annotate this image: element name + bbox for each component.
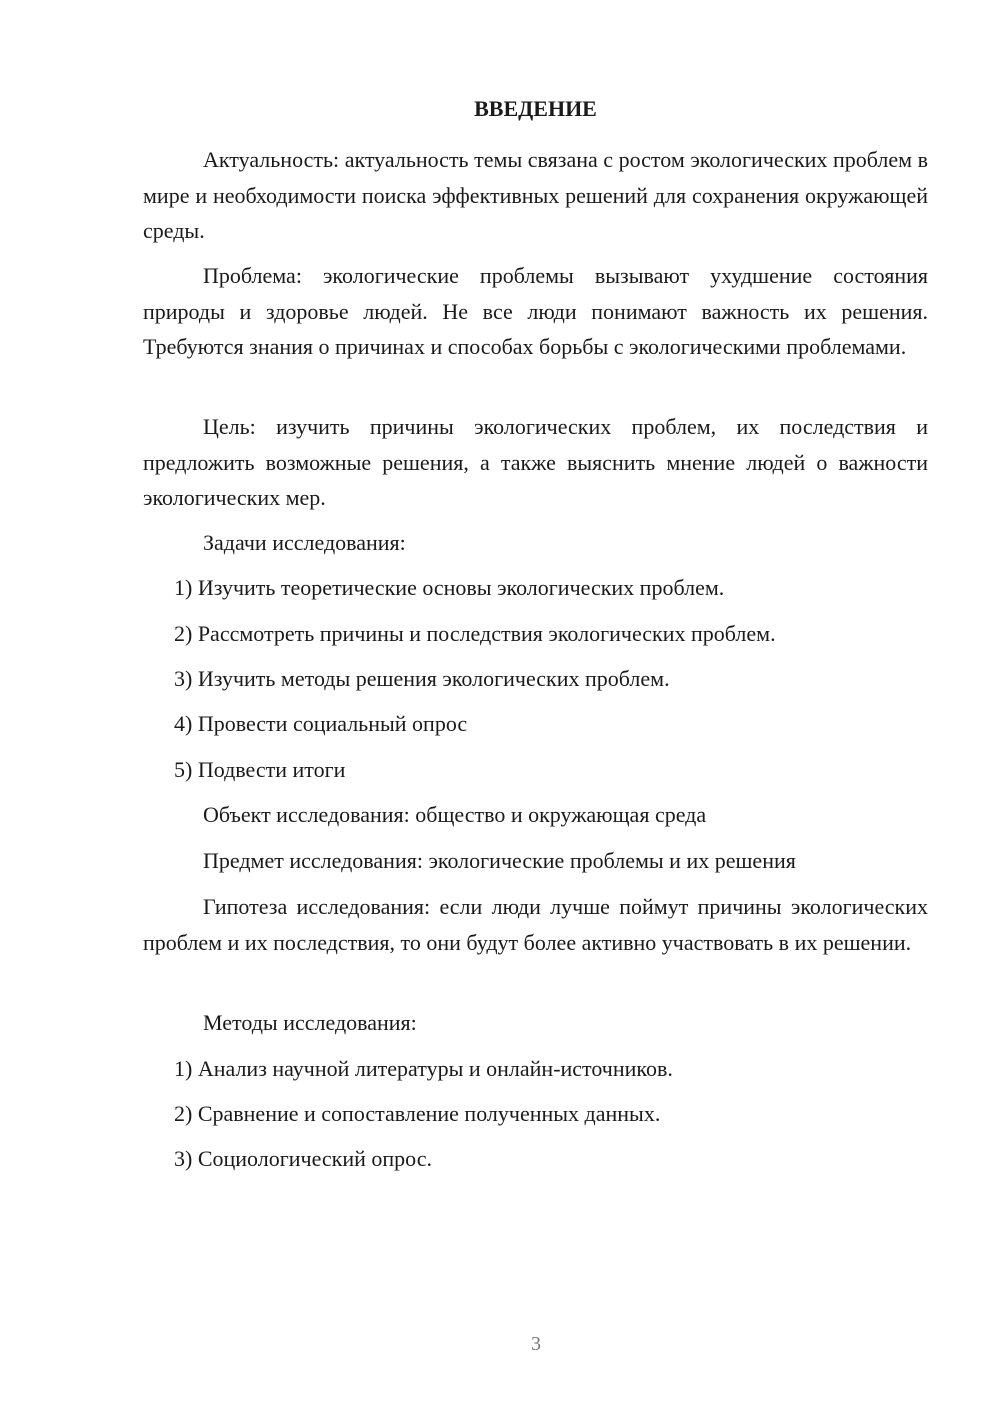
tasks-title: Задачи исследования: [203, 530, 406, 555]
research-object: Объект исследования: общество и окружающая среда [203, 802, 707, 827]
hypothesis-paragraph: Гипотеза исследования: если люди лучше поймут причины экологических проблем и их последствия, то они будут более активно участвовать в их решении. [143, 894, 928, 955]
problem-paragraph: Проблема: экологические проблемы вызывают ухудшение состояния природы и здоровье людей. Не все люди понимают важность их решения. Требуются знания о причинах и способах борьбы с экологическими проблемами. [143, 263, 928, 359]
method-item-1: 1) Анализ научной литературы и онлайн-источников. [174, 1056, 673, 1081]
goal-paragraph: Цель: изучить причины экологических проблем, их последствия и предложить возможные решения, а также выяснить мнение людей о важности экологических мер. [143, 414, 928, 510]
methods-title: Методы исследования: [203, 1010, 417, 1035]
method-item-3: 3) Социологический опрос. [174, 1146, 432, 1171]
task-item-5: 5) Подвести итоги [174, 757, 346, 782]
section-heading: ВВЕДЕНИЕ [474, 96, 597, 121]
research-subject: Предмет исследования: экологические проблемы и их решения [203, 848, 796, 873]
task-item-1: 1) Изучить теоретические основы экологических проблем. [174, 575, 725, 600]
relevance-paragraph: Актуальность: актуальность темы связана с ростом экологических проблем в мире и необходимости поиска эффективных решений для сохранения окружающей среды. [143, 147, 928, 243]
method-item-2: 2) Сравнение и сопоставление полученных данных. [174, 1101, 661, 1126]
task-item-3: 3) Изучить методы решения экологических проблем. [174, 666, 670, 691]
page-number: 3 [531, 1333, 541, 1355]
task-item-4: 4) Провести социальный опрос [174, 711, 468, 736]
task-item-2: 2) Рассмотреть причины и последствия экологических проблем. [174, 621, 776, 646]
